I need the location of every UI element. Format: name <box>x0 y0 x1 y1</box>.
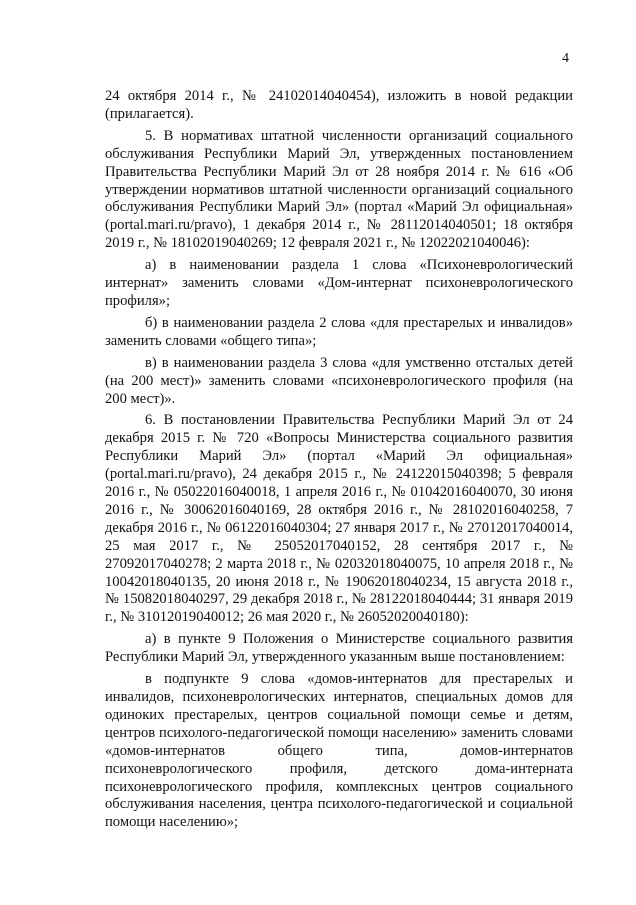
paragraph: 24 октября 2014 г., № 24102014040454), изложить в новой редакции (прилагается). <box>105 88 573 122</box>
document-body <box>105 88 573 836</box>
paragraph: 6. В постановлении Правительства Республики Марий Эл от 24 декабря 2015 г. № 720 «Вопросы Министерства социального развития Республики Марий Эл» (портал «Марий Эл официальная» (portal.mari.ru/pravo), 24 декабря 2015 г., № 24122015040398; 5 февраля 2016 г., № 05022016040018, 1 апреля 2016 г., № 01042016040070, 30 июня 2016 г., № 30062016040169, 28 октября 2016 г., № 28102016040258, 7 декабря 2016 г., № 06122016040304; 27 января 2017 г., № 27012017040014, 25 мая 2017 г., № 25052017040152, 28 сентября 2017 г., № 27092017040278; 2 марта 2018 г., № 02032018040075, 10 апреля 2018 г., № 10042018040135, 20 июня 2018 г., № 19062018040234, 15 августа 2018 г., № 15082018040297, 29 декабря 2018 г., № 28122018040444; 31 января 2019 г., № 31012019040012; 26 мая 2020 г., № 26052020040180): <box>105 412 573 626</box>
paragraph: а) в пункте 9 Положения о Министерстве социального развития Республики Марий Эл, утвержденного указанным выше постановлением: <box>105 631 573 666</box>
paragraph: 5. В нормативах штатной численности организаций социального обслуживания Республики Марий Эл, утвержденных постановлением Правительства Республики Марий Эл от 28 ноября 2014 г. № 616 «Об утверждении нормативов штатной численности организаций социального обслуживания Республики Марий Эл» (портал «Марий Эл официальная» (portal.mari.ru/pravo), 1 декабря 2014 г., № 28112014040501; 18 октября 2019 г., № 18102019040269; 12 февраля 2021 г., № 12022021040046): <box>105 127 573 252</box>
paragraph: в) в наименовании раздела 3 слова «для умственно отсталых детей (на 200 мест)» заменить словами «психоневрологического профиля (на 200 мест)». <box>105 354 573 407</box>
paragraph: а) в наименовании раздела 1 слова «Психоневрологический интернат» заменить словами «Дом-интернат психоневрологического профиля»; <box>105 257 573 309</box>
page-number: 4 <box>562 51 569 66</box>
paragraph: в подпункте 9 слова «домов-интернатов для престарелых и инвалидов, психоневрологических интернатов, специальных домов для одиноких престарелых, центров социальной помощи семье и детям, центров психолого-педагогической помощи населению» заменить словами «домов-интернатов общего типа, домов-интернатов психоневрологического профиля, детского дома-интерната психоневрологического профиля, комплексных центров социального обслуживания населения, центра психолого-педагогической и социальной помощи населению»; <box>105 671 573 831</box>
paragraph: б) в наименовании раздела 2 слова «для престарелых и инвалидов» заменить словами «общего типа»; <box>105 314 573 349</box>
